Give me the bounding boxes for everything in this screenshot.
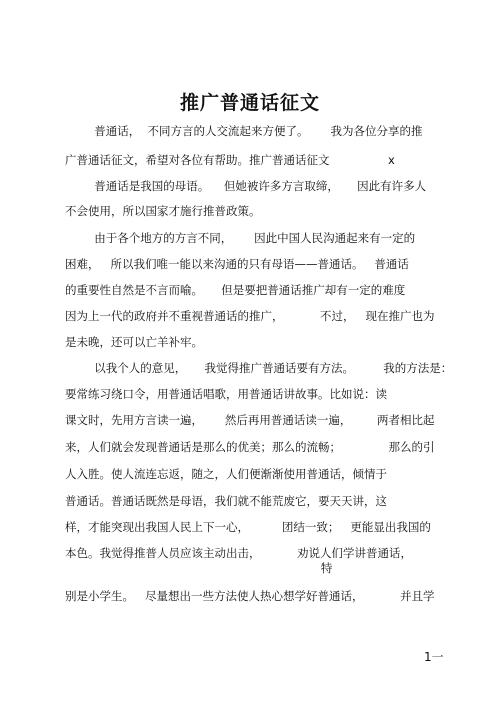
text-line: 课文时，先用方言读一遍， 然后再用普通话读一遍， 两者相比起: [65, 413, 435, 427]
essay-title: 推广普通话征文: [179, 92, 320, 114]
text-line: 要常练习绕口令，用普通话唱歌，用普通话讲故事。比如说：读: [65, 387, 387, 401]
text-line: 是未晚，还可以亡羊补牢。: [65, 335, 203, 349]
text-line: 困难， 所以我们唯一能以来沟通的只有母语——普通话。 普通话: [65, 257, 409, 271]
text-line: 普通话。普通话既然是母语，我们就不能荒废它，要天天讲，这: [65, 494, 387, 508]
text-line: 别是小学生。 尽量想出一些方法使人热心想学好普通话， 并且学: [65, 589, 435, 603]
text-line: 特: [65, 561, 333, 575]
text-line: 以我个人的意见， 我觉得推广普通话要有方法。 我的方法是：: [65, 361, 453, 375]
text-line: 样，才能突现出我国人民上下一心， 团结一致； 更能显出我国的: [65, 520, 431, 534]
text-line: 本色。我觉得推普人员应该主动出击， 劝说人们学讲普通话，: [65, 546, 413, 560]
text-line: 因为上一代的政府并不重视普通话的推广， 不过， 现在推广也为: [65, 309, 435, 323]
text-line: 由于各个地方的方言不同， 因此中国人民沟通起来有一定的: [65, 231, 416, 245]
text-line: 人入胜。使人流连忘返，随之，人们便渐渐使用普通话，倾情于: [65, 467, 387, 481]
text-line: 来，人们就会发现普通话是那么的优美；那么的流畅； 那么的引: [65, 440, 435, 454]
text-line: 普通话是我国的母语。 但她被许多方言取缔， 因此有许多人: [65, 179, 427, 193]
page-number: 1一: [424, 650, 444, 664]
text-line: 不会使用，所以国家才施行推普政策。: [65, 204, 261, 218]
text-line: 广普通话征文，希望对各位有帮助。推广普通话征文 x: [65, 153, 395, 167]
text-line: 普通话， 不同方言的人交流起来方便了。 我为各位分享的推: [65, 124, 423, 138]
text-line: 的重要性自然是不言而喻。 但是要把普通话推广却有一定的难度: [65, 283, 406, 297]
